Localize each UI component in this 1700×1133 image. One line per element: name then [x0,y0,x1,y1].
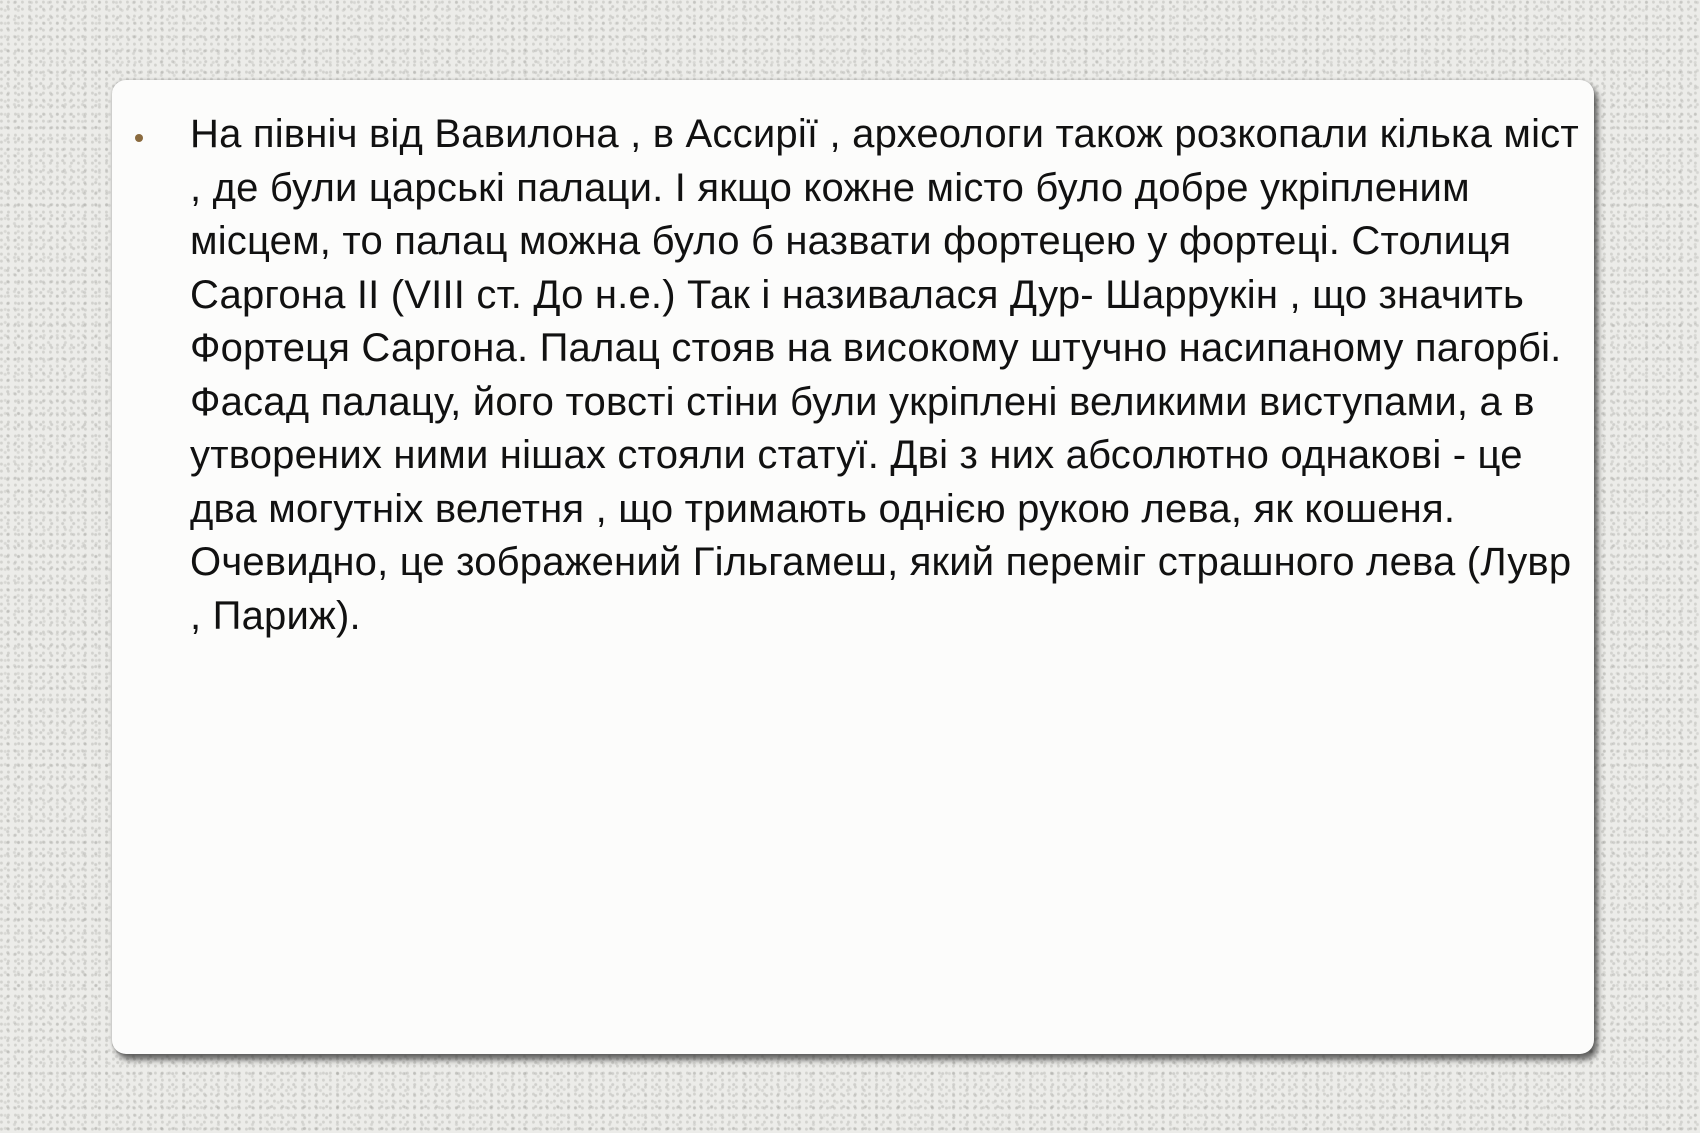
content-card [112,80,1594,1054]
bullet-text: На північ від Вавилона , в Ассирії , археологи також розкопали кілька міст , де були царські палаци. І якщо кожне місто було добре укріпленим місцем, то палац можна було б назвати фортецею у фортеці. Столиця Саргона ІІ (VIII ст. До н.е.) Так і називалася Дур- Шаррукін , що значить Фортеця Саргона. Палац стояв на високому штучно насипаному пагорбі. Фасад палацу, його товсті стіни були укріплені великими виступами, а в утворених ними нішах стояли статуї. Дві з них абсолютно однакові - це два могутніх велетня , що тримають однією рукою лева, як кошеня. Очевидно, це зображений Гільгамеш, який переміг страшного лева (Лувр , Париж). [190,112,1579,638]
bullet-item [190,108,1580,643]
bullet-list [190,108,1580,643]
bullet-dot-icon [135,134,143,142]
